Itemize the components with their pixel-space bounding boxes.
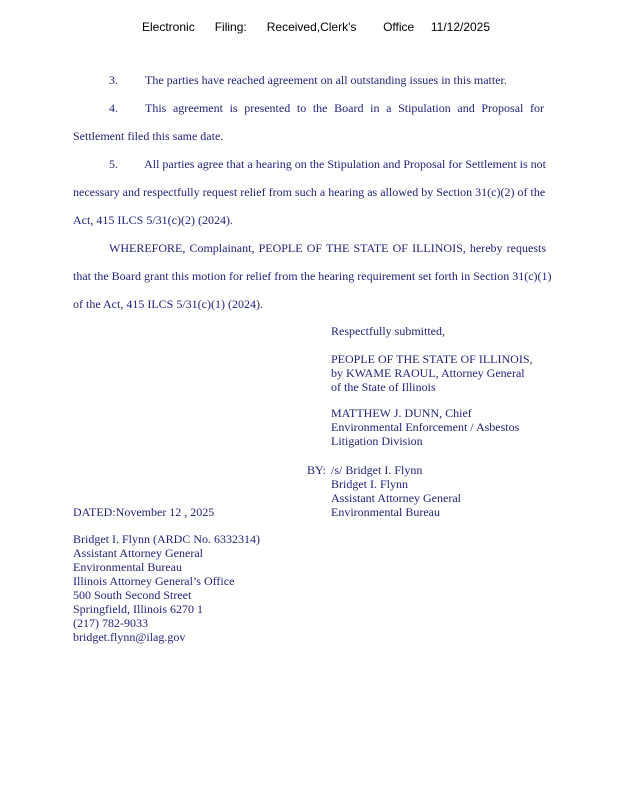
contact-line-4: Illinois Attorney General’s Office <box>73 574 235 588</box>
contact-line-6: Springfield, Illinois 6270 1 <box>73 602 203 616</box>
paragraph-4-line-1 <box>109 101 544 116</box>
header-received: Received,Clerk's <box>266 20 357 34</box>
contact-line-1: Bridget I. Flynn (ARDC No. 6332314) <box>73 532 260 546</box>
wherefore-line-2: that the Board grant this motion for relief from the hearing requirement set forth in Section 31(c)(1) <box>73 269 552 283</box>
chief-line-3: Litigation Division <box>331 434 423 448</box>
paragraph-3 <box>109 73 507 88</box>
signer-title: Assistant Attorney General <box>331 491 461 505</box>
signer-bureau: Environmental Bureau <box>331 505 440 519</box>
signer-name: Bridget I. Flynn <box>331 477 408 491</box>
dated: DATED:November 12 , 2025 <box>73 505 215 519</box>
by-label: BY: <box>307 463 326 477</box>
party-line-1: PEOPLE OF THE STATE OF ILLINOIS, <box>331 352 533 366</box>
paragraph-5-line-2: necessary and respectfully request relief from such a hearing as allowed by Section 31(c)(2) of the <box>73 185 546 199</box>
chief-line-1: MATTHEW J. DUNN, Chief <box>331 406 472 420</box>
header-date: 11/12/2025 <box>430 20 491 34</box>
wherefore-line-1: WHEREFORE, Complainant, PEOPLE OF THE STATE OF ILLINOIS, hereby requests <box>109 241 546 255</box>
paragraph-5-number: 5. <box>109 157 118 171</box>
party-line-2: by KWAME RAOUL, Attorney General <box>331 366 525 380</box>
contact-email[interactable]: bridget.flynn@ilag.gov <box>73 630 186 644</box>
paragraph-3-number: 3. <box>109 73 118 87</box>
contact-line-5: 500 South Second Street <box>73 588 192 602</box>
chief-block <box>331 406 519 448</box>
header-electronic: Electronic <box>142 20 195 34</box>
paragraph-5-text-1: All parties agree that a hearing on the Stipulation and Proposal for Settlement is not <box>144 157 546 171</box>
paragraph-5-line-1 <box>109 157 546 172</box>
paragraph-4-text-1: This agreement is presented to the Board in a Stipulation and Proposal for <box>145 101 544 115</box>
chief-line-2: Environmental Enforcement / Asbestos <box>331 420 520 434</box>
paragraph-4-line-2: Settlement filed this same date. <box>73 129 224 143</box>
contact-line-2: Assistant Attorney General <box>73 546 203 560</box>
paragraph-4-number: 4. <box>109 101 118 115</box>
closing: Respectfully submitted, <box>331 324 445 338</box>
paragraph-3-text: The parties have reached agreement on all outstanding issues in this matter. <box>145 73 507 87</box>
wherefore-line-3: of the Act, 415 ILCS 5/31(c)(1) (2024). <box>73 297 263 311</box>
contact-line-3: Environmental Bureau <box>73 560 182 574</box>
filing-stamp-header <box>142 20 490 34</box>
header-filing: Filing: <box>214 20 247 34</box>
signed-name: /s/ Bridget I. Flynn <box>331 463 423 477</box>
party-line-3: of the State of Illinois <box>331 380 436 394</box>
contact-line-7: (217) 782-9033 <box>73 616 148 630</box>
paragraph-5-line-3: Act, 415 ILCS 5/31(c)(2) (2024). <box>73 213 233 227</box>
header-office: Office <box>383 20 415 34</box>
signer-block <box>331 463 461 519</box>
party-block <box>331 352 533 394</box>
contact-block <box>73 532 260 644</box>
